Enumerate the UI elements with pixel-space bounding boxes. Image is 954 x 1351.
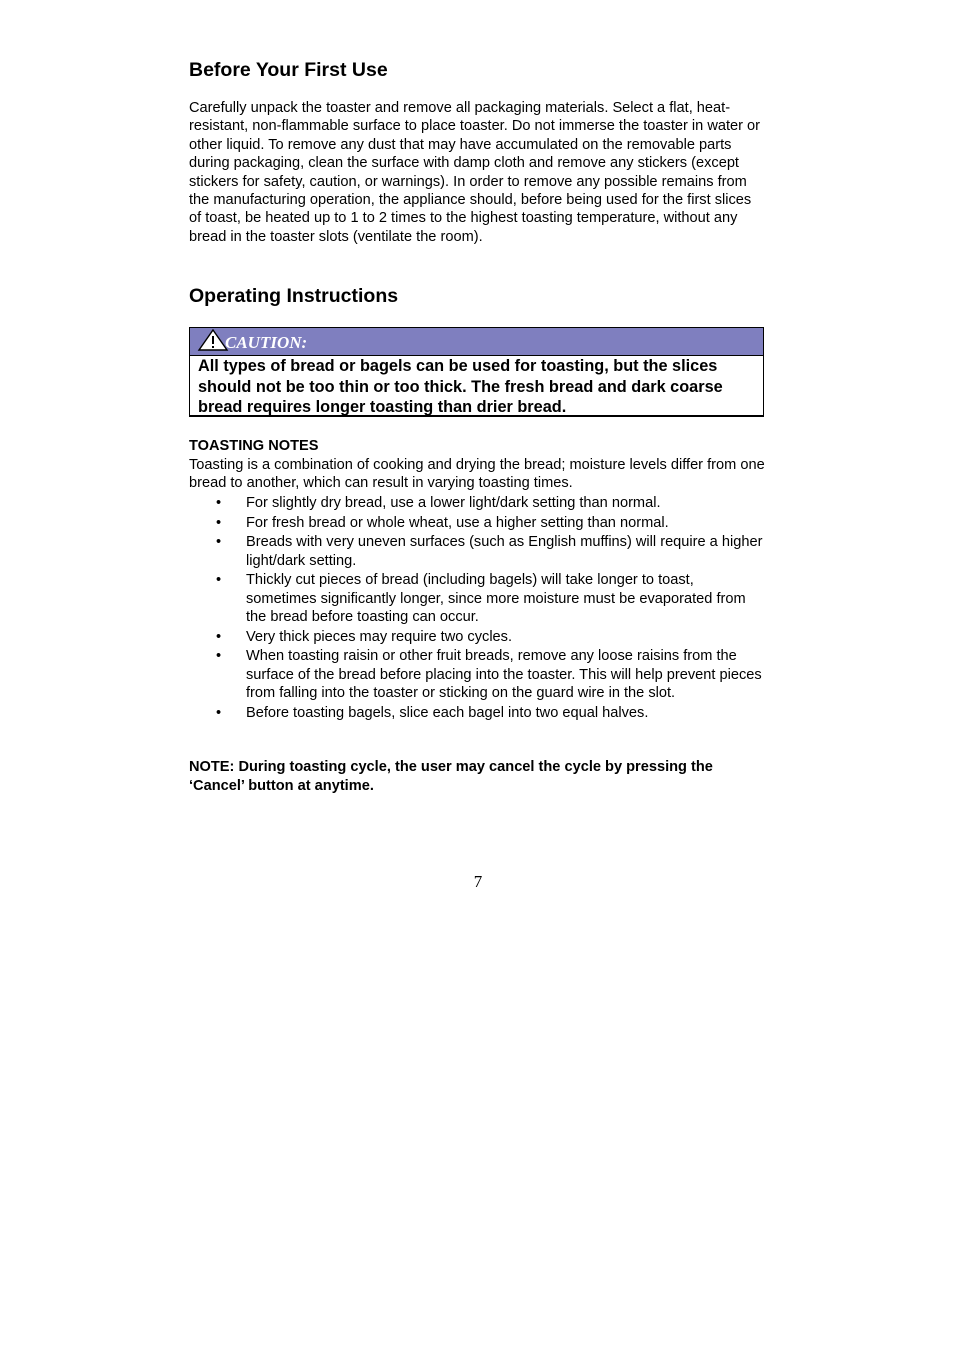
toasting-notes-list (189, 494, 767, 723)
bullet-icon: • (216, 495, 222, 511)
caution-text: All types of bread or bagels can be used for toasting, but the slices should not be too thin or too thick. The fresh bread and dark coarse bread requires longer toasting than drier bread. (198, 357, 723, 416)
caution-title: CAUTION: (225, 332, 308, 352)
list-item: • Very thick pieces may require two cycles. (216, 628, 513, 645)
bullet-icon: • (216, 704, 222, 721)
bullet-icon: • (216, 514, 222, 531)
toasting-notes-heading: TOASTING NOTES (189, 438, 319, 454)
first-use-paragraph: Carefully unpack the toaster and remove all packaging materials. Select a flat, heat-resistant, non-flammable surface to place toaster. Do not immerse the toaster in water or other liquid. To remove any dust that may have accumulated on the removable parts during packaging, clean the surface with damp cloth and remove any stickers (except stickers for safety, caution, or warnings). In order to remove any possible remains from the manufacturing operation, the appliance should, before being used for the first slices of toast, be heated up to 1 to 2 times to the highest toasting temperature, without any bread in the toaster slots (ventilate the room). (189, 100, 761, 245)
cancel-note: NOTE: During toasting cycle, the user may cancel the cycle by pressing the ‘Cancel’ button at anytime. (189, 759, 713, 794)
list-item: • For fresh bread or whole wheat, use a higher setting than normal. (216, 514, 669, 531)
page-number: 7 (473, 872, 483, 891)
section-heading-operating: Operating Instructions (189, 285, 399, 307)
section-heading-first-use: Before Your First Use (189, 59, 388, 81)
toasting-notes-intro: Toasting is a combination of cooking and drying the bread; moisture levels differ from one bread to another, which can result in varying toasting times. (189, 457, 765, 492)
bullet-icon: • (216, 534, 222, 551)
list-item: • Before toasting bagels, slice each bagel into two equal halves. (216, 704, 649, 721)
bullet-icon: • (216, 572, 222, 589)
caution-box (189, 327, 764, 417)
list-item: • When toasting raisin or other fruit breads, remove any loose raisins from the surface of the bread before placing into the toaster. This will help prevent pieces from falling into the toaster or sticking on the guard wire in the slot. (216, 648, 762, 701)
list-item: • For slightly dry bread, use a lower light/dark setting than normal. (216, 495, 661, 511)
bullet-icon: • (216, 628, 222, 645)
list-item: • Breads with very uneven surfaces (such as English muffins) will require a higher light/dark setting. (216, 534, 763, 569)
caution-header (190, 328, 763, 356)
list-item: • Thickly cut pieces of bread (including bagels) will take longer to toast, sometimes significantly longer, since more moisture must be evaporated from the bread before toasting can occur. (216, 572, 746, 625)
bullet-icon: • (216, 648, 222, 665)
